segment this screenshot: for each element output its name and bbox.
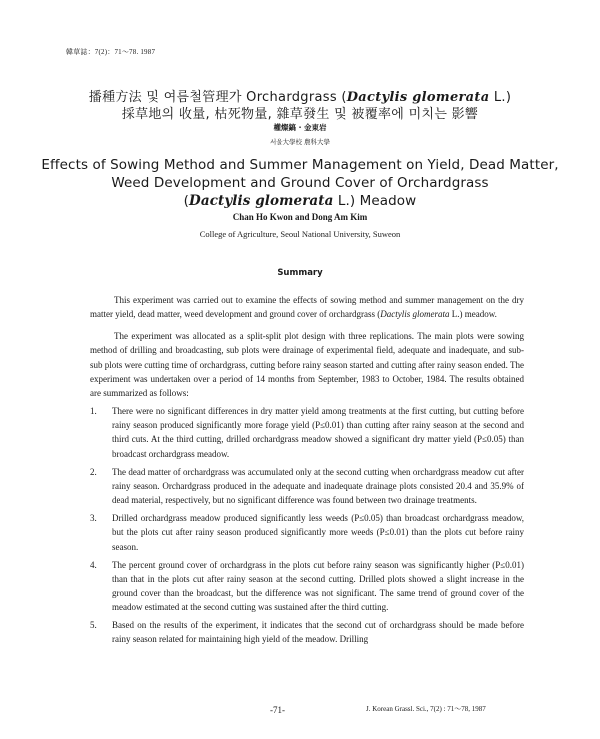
result-item-2: 2. The dead matter of orchardgrass was accumulated only at the second cutting when orchardgrass meadow cut after rainy season. Orchardgrass produced in the adequate and inadequate drainage plots consisted 20.4 and 35.9% of dead material, respectively, but no significant difference was found between two drainage treatments. (90, 466, 524, 506)
english-title-line-1: Effects of Sowing Method and Summer Management on Yield, Dead Matter, (41, 157, 559, 173)
english-affiliation: College of Agriculture, Seoul National University, Suweon (199, 229, 401, 239)
korean-authors: 權燦鎬 · 金東岩 (273, 123, 327, 132)
korean-title-line-2: 採草地의 收量, 枯死物量, 雜草發生 및 被覆率에 미치는 影響 (121, 107, 479, 122)
summary-paragraph-1: This experiment was carried out to examine the effects of sowing method and summer management on the dry matter yield, dead matter, weed development and ground cover of orchardgrass (Dactylis glomerata L.) meadow. (90, 295, 524, 320)
summary-heading: Summary (277, 268, 323, 278)
english-title-line-2: Weed Development and Ground Cover of Orchardgrass (111, 175, 489, 191)
korean-affiliation: 서울大學校 農科大學 (269, 138, 331, 146)
result-item-3: 3. Drilled orchardgrass meadow produced significantly less weeds (P≤0.05) than broadcast orchardgrass meadow, but the plots cut after rainy season produced significantly more weeds (P≤0.01) than the plots cut before rainy season. (90, 513, 524, 552)
korean-title-line-1: 播種方法 및 여름철管理가 Orchardgrass (Dactylis glomerata L.) (88, 90, 512, 105)
result-item-4: 4. The percent ground cover of orchardgrass in the plots cut before rainy season was significantly higher (P≤0.01) than that in the plots cut after rainy season at the second cutting. Drilled plots showed a slight increase in the ground cover than the broadcast, but the difference was not significant. The same trend of ground cover of the meadow estimated at the second cutting was sustained after the third cutting. (90, 559, 524, 613)
result-item-5: 5. Based on the results of the experiment, it indicates that the second cut of orchardgrass should be made before rainy season related for maintaining high yield of the meadow. Drilling (90, 620, 524, 645)
summary-paragraph-2: The experiment was allocated as a split-split plot design with three replications. The main plots were sowing method of drilling and broadcasting, sub plots were drainage of experimental field, adequate and inadequate, and sub-sub plots were cutting time of orchardgrass, cutting before rainy season started and cutting after rainy season ended. The experiment was undertaken over a period of 14 months from September, 1983 to October, 1984. The results obtained are summarized as follows: (90, 331, 524, 398)
english-title-line-3: (Dactylis glomerata L.) Meadow (183, 193, 417, 209)
journal-reference: 韓草誌：7(2)：71～78. 1987 (66, 48, 156, 56)
footer-citation: J. Korean Grassl. Sci., 7(2) : 71～78, 1987 (366, 705, 486, 713)
summary-body (90, 293, 524, 647)
english-authors: Chan Ho Kwon and Dong Am Kim (232, 212, 368, 222)
result-item-1: 1. There were no significant differences in dry matter yield among treatments at the first cutting, but cutting before rainy season produced significantly more forage yield (P≤0.01) than cutting after rainy season at the second and third cuts. At the third cutting, drilled orchardgrass meadow showed a significant dry matter yield (P≤0.05) than broadcast orchardgrass meadow. (90, 406, 524, 459)
page-number: -71- (270, 705, 285, 715)
